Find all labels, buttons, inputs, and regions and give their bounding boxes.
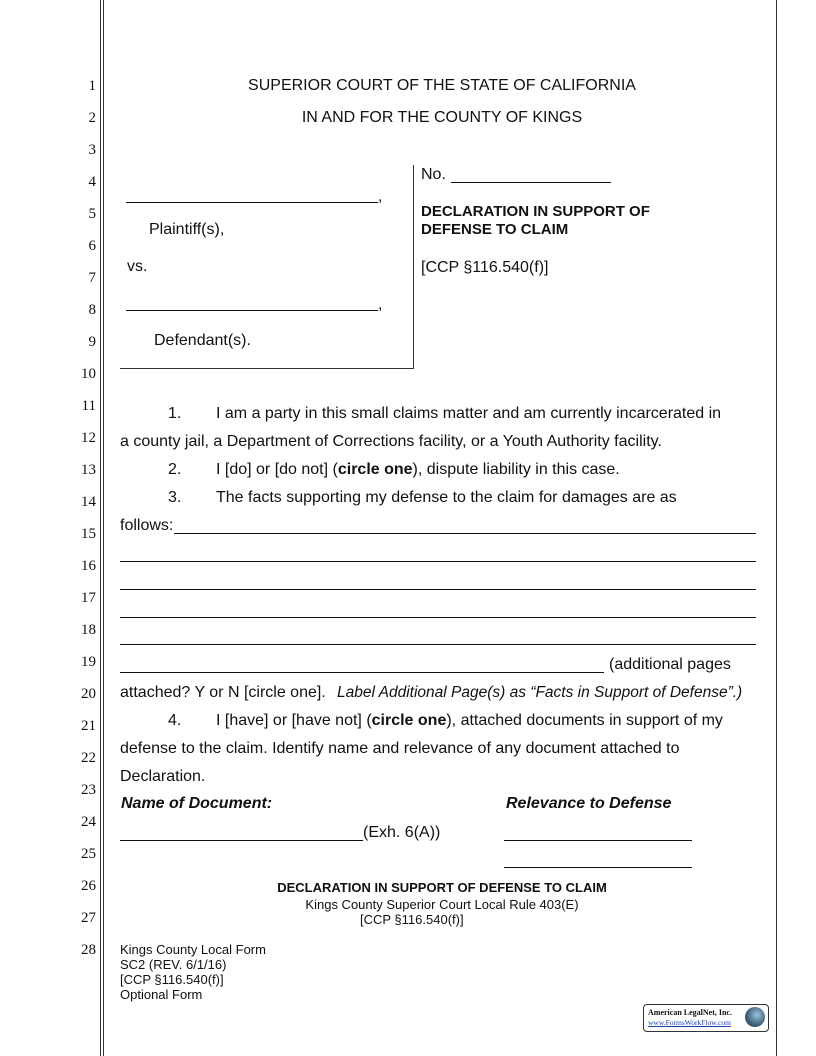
paragraph-1-text: a county jail, a Department of Corrections facility, or a Youth Authority facility. [120, 433, 662, 450]
line-number: 22 [81, 750, 96, 766]
facts-line[interactable] [174, 533, 756, 534]
logo-company: American LegalNet, Inc. [648, 1008, 732, 1017]
comma: , [378, 188, 383, 205]
case-number-label: No. [421, 166, 446, 183]
line-number: 18 [81, 622, 96, 638]
line-number: 23 [81, 782, 96, 798]
case-number-field[interactable] [451, 182, 611, 183]
left-margin-line [100, 0, 101, 1056]
line-number: 14 [81, 494, 96, 510]
line-number: 16 [81, 558, 96, 574]
relevance-field[interactable] [504, 867, 692, 868]
line-number: 6 [88, 238, 96, 254]
document-title-line1: DECLARATION IN SUPPORT OF [421, 203, 650, 220]
caption-divider [413, 165, 414, 369]
exhibit-label: (Exh. 6(A)) [363, 824, 441, 841]
line-number: 20 [81, 686, 96, 702]
paragraph-number: 2. [168, 461, 182, 478]
line-number: 9 [88, 334, 96, 350]
paragraph-number: 1. [168, 405, 182, 422]
court-name: SUPERIOR COURT OF THE STATE OF CALIFORNIA [248, 77, 636, 94]
facts-line[interactable] [120, 644, 756, 645]
paragraph-number: 3. [168, 489, 182, 506]
line-number: 8 [88, 302, 96, 318]
line-number: 28 [81, 942, 96, 958]
form-info: Kings County Local Form [120, 942, 266, 957]
county-name: IN AND FOR THE COUNTY OF KINGS [301, 109, 583, 126]
line-number: 2 [88, 110, 96, 126]
form-info: [CCP §116.540(f)] [120, 972, 224, 987]
facts-line[interactable] [120, 589, 756, 590]
globe-icon [745, 1007, 765, 1027]
label-note: Label Additional Page(s) as “Facts in Support of Defense”.) [337, 684, 743, 701]
line-number: 5 [88, 206, 96, 222]
paragraph-1-text: I am a party in this small claims matter and am currently incarcerated in [216, 405, 722, 422]
paragraph-number: 4. [168, 712, 182, 729]
line-number: 15 [81, 526, 96, 542]
document-name-field[interactable] [120, 840, 363, 841]
line-number: 10 [81, 366, 96, 382]
line-number: 24 [81, 814, 96, 830]
caption-bottom-line [120, 368, 414, 369]
attached-text: attached? Y or N [circle one]. [120, 684, 326, 701]
line-number: 13 [81, 462, 96, 478]
additional-pages-text: (additional pages [609, 656, 731, 673]
line-number: 17 [81, 590, 96, 606]
paragraph-2-text: I [do] or [do not] (circle one), dispute liability in this case. [216, 461, 620, 478]
facts-line[interactable] [120, 561, 756, 562]
defendant-label: Defendant(s). [154, 332, 251, 349]
relevance-heading: Relevance to Defense [506, 795, 672, 812]
footer-code: [CCP §116.540(f)] [360, 912, 464, 927]
facts-line[interactable] [120, 617, 756, 618]
document-title-line2: DEFENSE TO CLAIM [421, 221, 569, 238]
paragraph-4-text: I [have] or [have not] (circle one), attached documents in support of my [216, 712, 723, 729]
line-number: 11 [81, 398, 96, 414]
american-legalnet-logo[interactable] [643, 1004, 769, 1032]
plaintiff-name-line[interactable] [126, 202, 378, 203]
footer-rule: Kings County Superior Court Local Rule 403(E) [305, 897, 579, 912]
paragraph-4-text: defense to the claim. Identify name and relevance of any document attached to [120, 740, 680, 757]
plaintiff-label: Plaintiff(s), [149, 221, 225, 238]
code-citation: [CCP §116.540(f)] [421, 259, 549, 276]
footer-title: DECLARATION IN SUPPORT OF DEFENSE TO CLAIM [277, 880, 607, 895]
relevance-field[interactable] [504, 840, 692, 841]
paragraph-3-text: The facts supporting my defense to the claim for damages are as [216, 489, 677, 506]
name-of-document-heading: Name of Document: [121, 795, 273, 812]
facts-line[interactable] [120, 672, 604, 673]
line-number: 3 [88, 142, 96, 158]
follows-label: follows: [120, 517, 174, 534]
line-number: 25 [81, 846, 96, 862]
form-info: SC2 (REV. 6/1/16) [120, 957, 227, 972]
comma: , [378, 296, 383, 313]
vs-label: vs. [127, 258, 148, 275]
line-number: 27 [81, 910, 96, 926]
line-number: 21 [81, 718, 96, 734]
defendant-name-line[interactable] [126, 310, 378, 311]
line-number: 7 [88, 270, 96, 286]
line-number: 1 [88, 78, 96, 94]
logo-url[interactable]: www.FormsWorkFlow.com [648, 1018, 732, 1027]
line-number: 12 [81, 430, 96, 446]
line-number: 26 [81, 878, 96, 894]
line-number: 19 [81, 654, 96, 670]
paragraph-4-text: Declaration. [120, 768, 206, 785]
line-number: 4 [88, 174, 96, 190]
form-info: Optional Form [120, 987, 203, 1002]
